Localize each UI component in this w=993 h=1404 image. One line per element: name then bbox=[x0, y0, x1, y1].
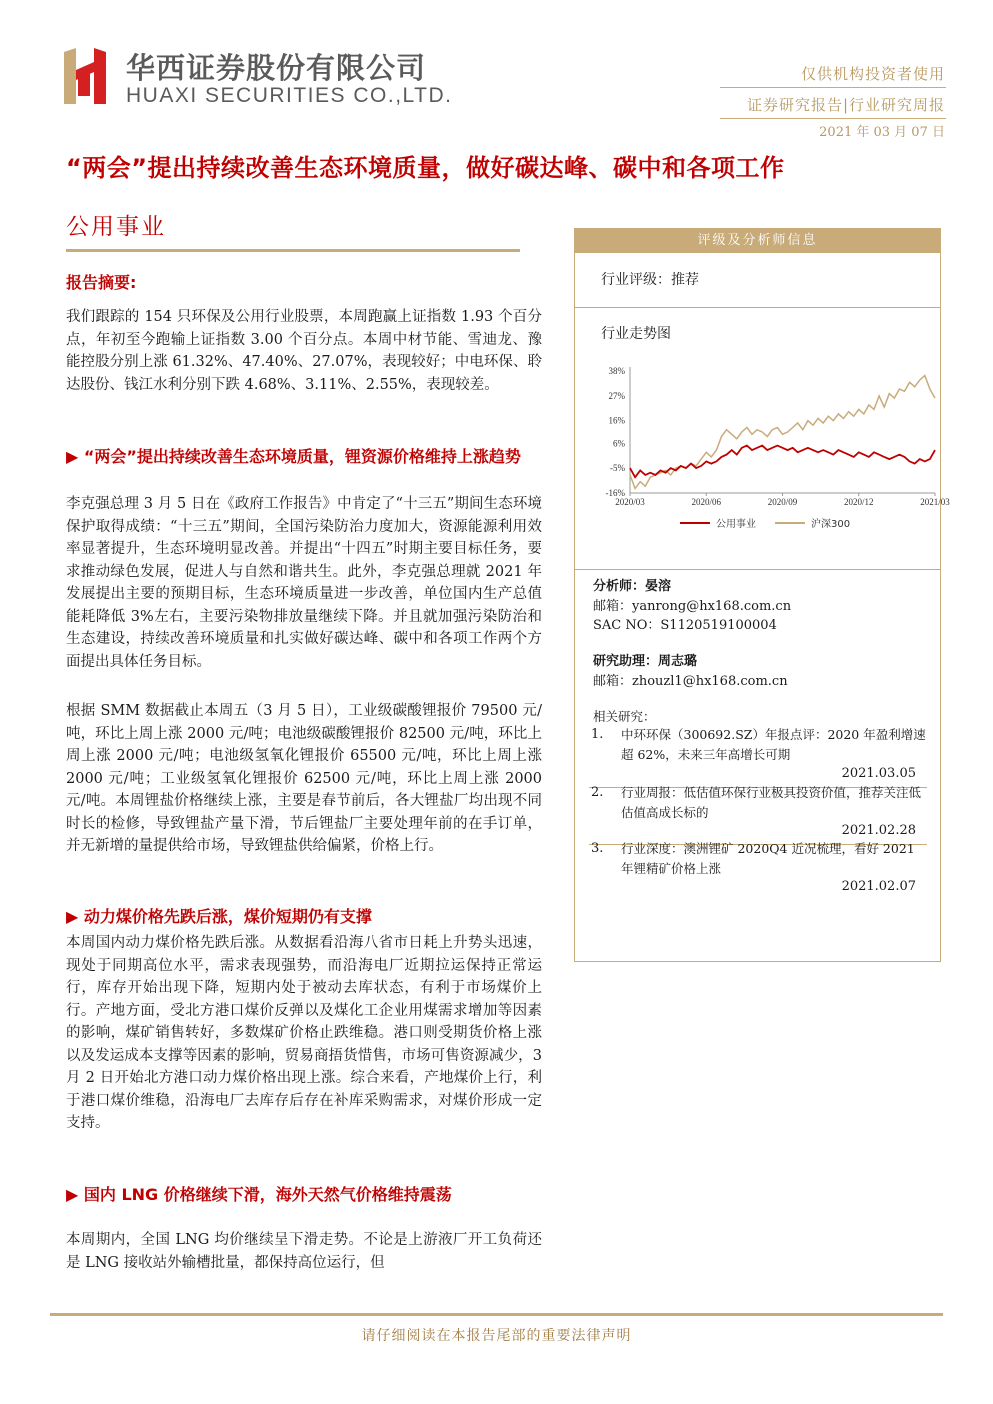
assistant-name: 研究助理：周志璐 bbox=[593, 654, 698, 669]
related-date: 2021.03.05 bbox=[841, 766, 916, 781]
report-date: 2021 年 03 月 07 日 bbox=[819, 125, 945, 140]
huaxi-logo-icon bbox=[60, 46, 110, 106]
y-tick-label: -5% bbox=[610, 463, 625, 474]
sidebar-panel bbox=[574, 228, 950, 962]
header-divider-2 bbox=[720, 118, 946, 119]
y-tick-label: 27% bbox=[608, 390, 625, 401]
section-paragraph-coal: 本周国内动力煤价格先跌后涨。从数据看沿海八省市日耗上升势头迅速，现处于同期高位水平，需求表现强势，而沿海电厂近期拉运保持正常运行，库存开始出现下降，短期内处于被动去库状态，有利于市场煤价上行。产地方面，受北方港口煤价反弹以及煤化工企业用煤需求增加等因素的影响，煤矿销售转好，多数煤矿价格止跌维稳。港口则受期货价格上涨以及发运成本支撑等因素的影响，贸易商捂货惜售，市场可售资源减少，3 月 2 日开始北方港口动力煤价格出现上涨。综合来看，产地煤价上行，利于港口煤价维稳，沿海电厂去库存后存在补库采购需求，对煤价形成一定支持。 bbox=[66, 935, 542, 1131]
industry-trend-chart bbox=[585, 357, 950, 547]
section-heading-coal: ▶ 动力煤价格先跌后涨，煤价短期仍有支撑 bbox=[66, 907, 372, 926]
sac-number: SAC NO：S1120519100004 bbox=[593, 618, 777, 633]
section-paragraph-lng: 本周期内，全国 LNG 均价继续呈下滑走势。不论是上游液厂开工负荷还是 LNG 接收站外输槽批量，都保持高位运行，但 bbox=[66, 1232, 542, 1271]
company-name-en: HUAXI SECURITIES CO.,LTD. bbox=[126, 84, 453, 107]
audience-note: 仅供机构投资者使用 bbox=[800, 65, 945, 83]
header-divider bbox=[720, 87, 946, 88]
related-num: 2. bbox=[591, 785, 604, 800]
industry-rating: 行业评级：推荐 bbox=[601, 272, 699, 288]
series-line bbox=[630, 376, 935, 489]
related-item[interactable]: 行业深度：澳洲锂矿 2020Q4 近况梳理，看好 2021 年锂精矿价格上涨 bbox=[621, 841, 915, 876]
sidebar-header: 评级及分析师信息 bbox=[575, 229, 940, 253]
legend-label: 公用事业 bbox=[716, 519, 756, 530]
sector-rule bbox=[66, 249, 520, 252]
related-num: 3. bbox=[591, 841, 604, 856]
series-line bbox=[630, 446, 935, 478]
x-tick-label: 2020/12 bbox=[843, 497, 874, 507]
analyst-name: 分析师：晏溶 bbox=[593, 579, 672, 594]
x-tick-label: 2020/09 bbox=[767, 497, 798, 507]
y-tick-label: 16% bbox=[608, 415, 625, 426]
section-paragraph-policy: 李克强总理 3 月 5 日在《政府工作报告》中肯定了“十三五”期间生态环境保护取得成绩：“十三五”期间，全国污染防治力度加大，资源能源利用效率显著提升，生态环境明显改善。并提出“十四五”时期主要目标任务，要求推动绿色发展，促进人与自然和谐共生。此外，李克强总理就 2021 年发展提出主要的预期目标，生态环境质量进一步改善，单位国内生产总值能耗降低 3%左右，主要污染物排放量继续下降。并且就加强污染防治和生态建设，持续改善环境质量和扎实做好碳达峰、碳中和各项工作两个方面提出具体任务目标。 bbox=[66, 496, 542, 670]
report-category: 证券研究报告|行业研究周报 bbox=[746, 96, 945, 114]
legend-label: 沪深300 bbox=[811, 519, 851, 530]
related-title: 相关研究： bbox=[593, 709, 656, 724]
sector-name: 公用事业 bbox=[66, 214, 166, 240]
section-paragraph-lithium: 根据 SMM 数据截止本周五（3 月 5 日），工业级碳酸锂报价 79500 元/吨，环比上周上涨 2000 元/吨；电池级碳酸锂报价 82500 元/吨，环比上周上涨 2000 元/吨；电池级氢氧化锂报价 65500 元/吨，环比上周上涨 2000 元/吨；工业级氢氧化锂报价 62500 元/吨，环比上周上涨 2000 元/吨。本周锂盐价格继续上涨，主要是春节前后，各大锂盐厂均出现不同时长的检修，导致锂盐产量下滑，节后锂盐厂主要处理年前的在手订单，并无新增的量提供给市场，导致锂盐供给偏紧，价格上行。 bbox=[66, 703, 542, 854]
y-tick-label: -16% bbox=[605, 488, 625, 498]
related-item[interactable]: 行业周报：低估值环保行业极具投资价值，推荐关注低估值高成长标的 bbox=[621, 785, 922, 820]
related-date: 2021.02.07 bbox=[841, 879, 916, 894]
analyst-email: 邮箱：yanrong@hx168.com.cn bbox=[593, 599, 792, 614]
section-heading-lithium: ▶ “两会”提出持续改善生态环境质量，锂资源价格维持上涨趋势 bbox=[66, 447, 521, 466]
report-title: “两会”提出持续改善生态环境质量，做好碳达峰、碳中和各项工作 bbox=[66, 154, 785, 182]
section-heading-lng: ▶ 国内 LNG 价格继续下滑，海外天然气价格维持震荡 bbox=[66, 1185, 452, 1204]
footer-rule bbox=[50, 1313, 943, 1316]
sidebar-divider-2 bbox=[575, 569, 940, 570]
x-tick-label: 2020/06 bbox=[691, 497, 722, 507]
related-date: 2021.02.28 bbox=[841, 823, 916, 838]
sidebar-divider bbox=[575, 307, 940, 308]
summary-heading: 报告摘要: bbox=[66, 273, 137, 292]
legal-notice: 请仔细阅读在本报告尾部的重要法律声明 bbox=[361, 1328, 632, 1344]
y-tick-label: 38% bbox=[608, 366, 625, 376]
summary-paragraph: 我们跟踪的 154 只环保及公用行业股票，本周跑赢上证指数 1.93 个百分点，年初至今跑输上证指数 3.00 个百分点。本周中材节能、雪迪龙、豫能控股分别上涨 61.32%、47.40%、27.07%，表现较好；中电环保、聆达股份、钱江水利分别下跌 4.68%、3.11%、2.55%，表现较差。 bbox=[66, 309, 542, 393]
related-item[interactable]: 中环环保（300692.SZ）年报点评：2020 年盈利增速超 62%，未来三年高增长可期 bbox=[621, 727, 926, 762]
x-tick-label: 2021/03 bbox=[920, 497, 950, 507]
assistant-email: 邮箱：zhouzl1@hx168.com.cn bbox=[593, 674, 788, 689]
related-num: 1. bbox=[591, 727, 604, 742]
company-name-cn: 华西证券股份有限公司 bbox=[126, 51, 427, 85]
x-tick-label: 2020/03 bbox=[615, 497, 645, 507]
y-tick-label: 6% bbox=[613, 438, 625, 449]
trend-chart-label: 行业走势图 bbox=[601, 326, 671, 342]
